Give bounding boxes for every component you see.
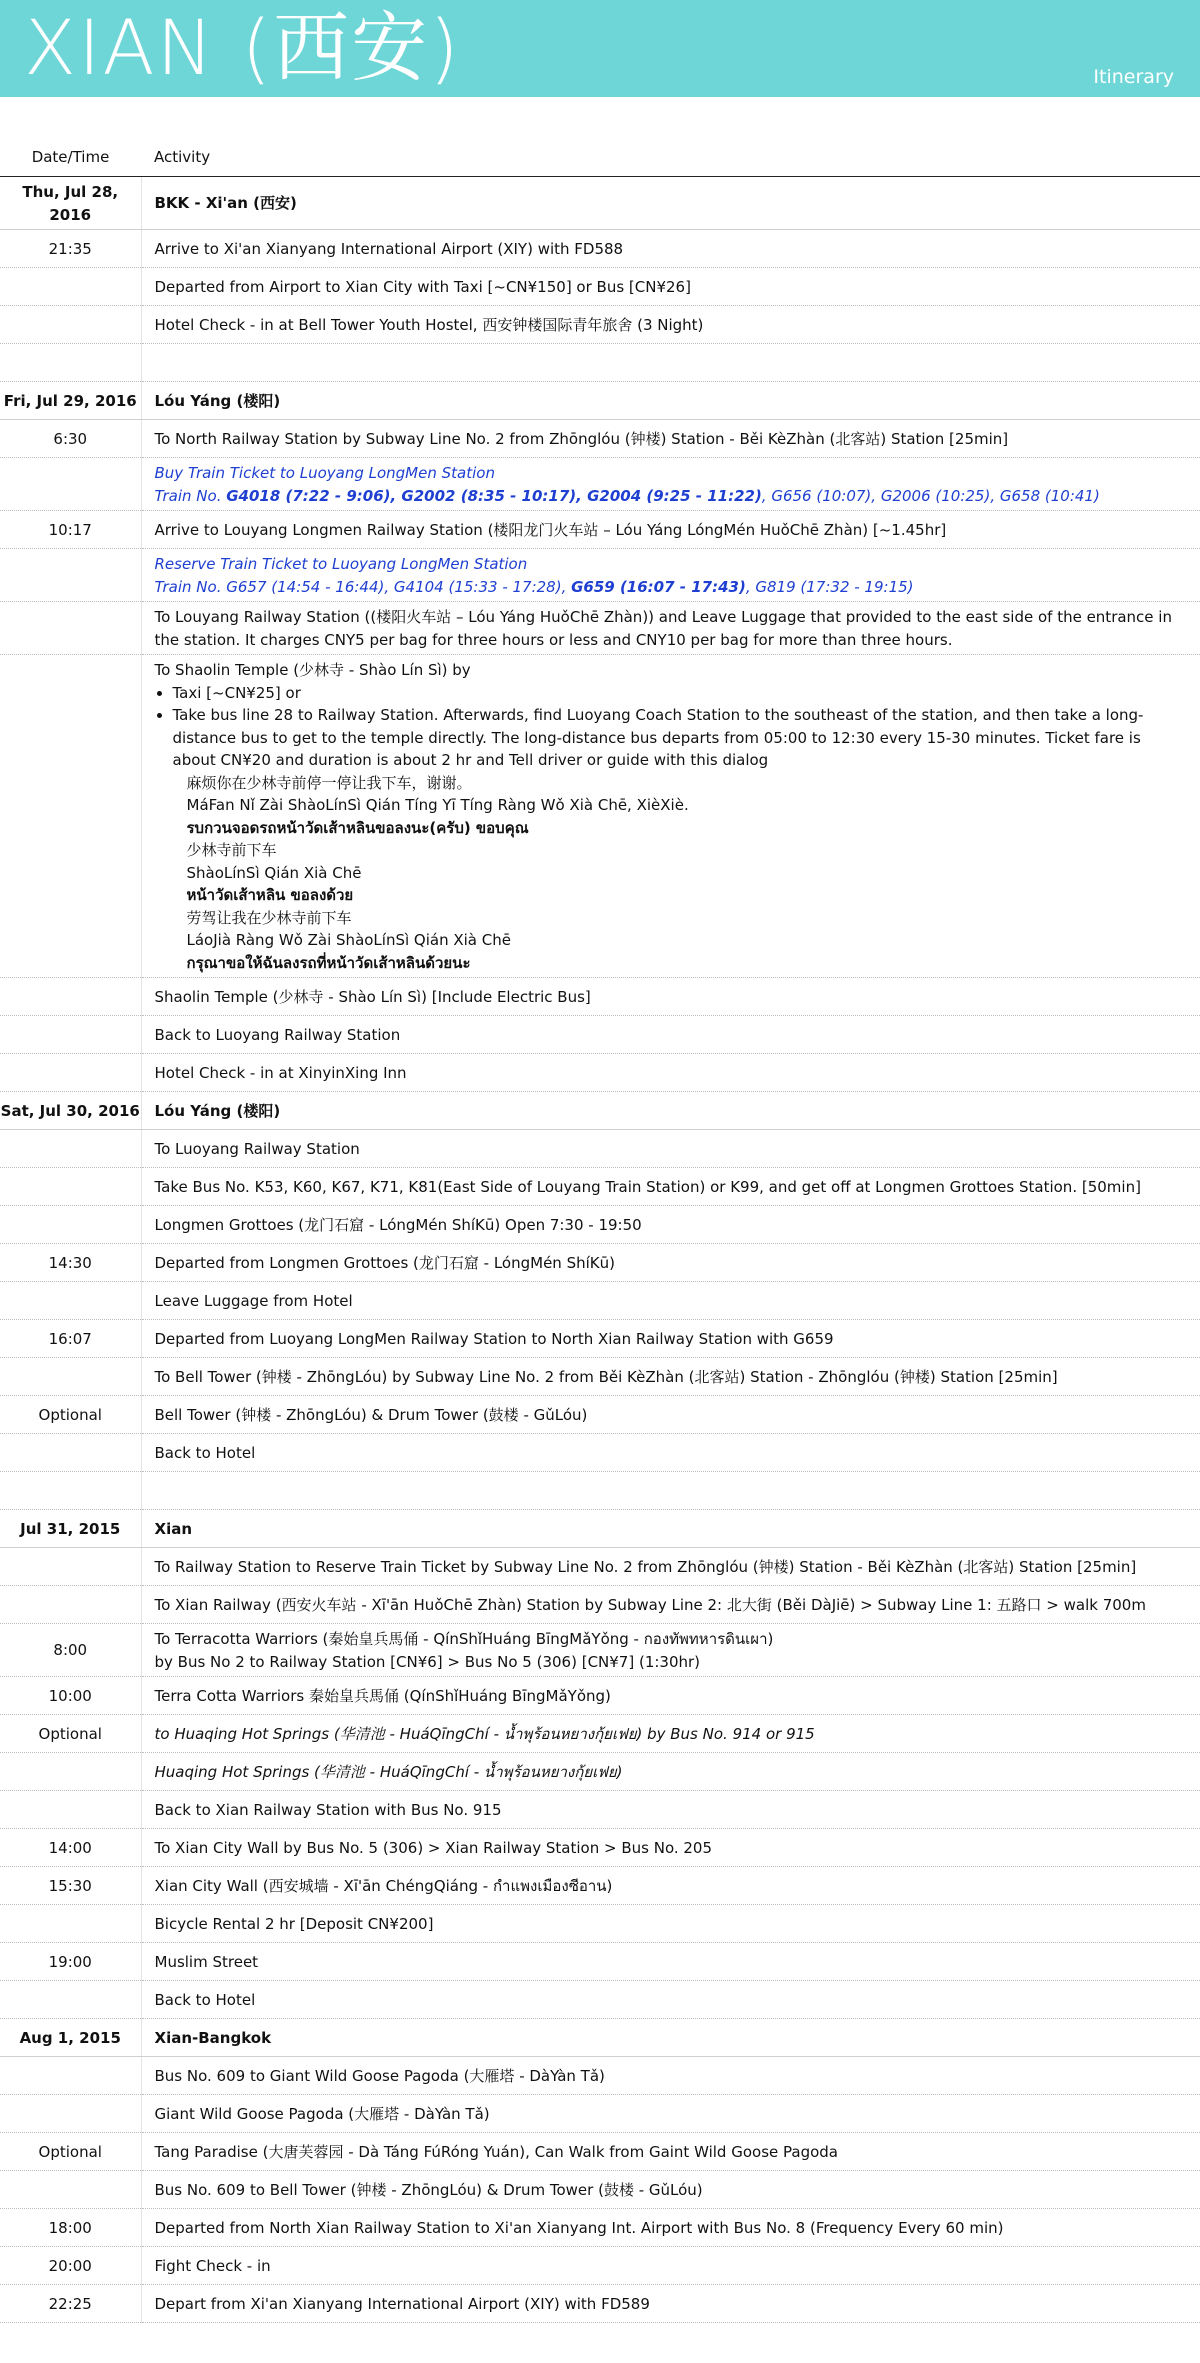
activity-text: To Railway Station to Reserve Train Ticket by Subway Line No. 2 from Zhōnglóu (钟楼) Station - Běi KèZhàn (北客站) Station [25min] [154,1557,1137,1576]
bullet-item: • Take bus line 28 to Railway Station. Afterwards, find Luoyang Coach Station to the southeast of the station, and then take a long-distance bus to get to the temple directly. The long-distance bus departs from 05:00 to 12:30 every 15-30 minutes. Ticket fare is about CN¥20 and duration is about 2 hr and Tell driver or guide with this dialog [173,704,1189,772]
day-header-row [0,1510,1200,1548]
row-time [0,1016,141,1054]
row-activity [141,2057,1200,2095]
ticket-title: Buy Train Ticket to Luoyang LongMen Station [154,464,495,482]
row-activity [141,1282,1200,1320]
row-time: 6:30 [0,420,141,458]
activity-text: Departed from Longmen Grottoes (龙门石窟 - LóngMén ShíKū) [154,1253,615,1272]
train-list-part: , G819 (17:32 - 19:15) [745,577,914,596]
row-time: 19:00 [0,1943,141,1981]
table-row [0,1054,1200,1092]
row-time [0,1548,141,1586]
train-list-part: Train No. G657 (14:54 - 16:44), G4104 (15:33 - 17:28), [154,577,572,596]
table-row [0,1016,1200,1054]
activity-text: Back to Hotel [154,1990,256,2009]
ticket-title: Reserve Train Ticket to Luoyang LongMen Station [154,555,528,573]
table-row [0,1548,1200,1586]
page-title: XIAN (西安) [24,3,461,92]
row-time [0,344,141,382]
table-row [0,1753,1200,1791]
header-activity: Activity [141,137,1200,177]
row-activity [141,306,1200,344]
dialog-line: รบกวนจอดรถหน้าวัดเส้าหลินขอลงนะ(ครับ) ขอบคุณ [186,818,529,837]
row-time: 18:00 [0,2209,141,2247]
activity-text: To Luoyang Railway Station [154,1139,360,1158]
day-header-row [0,2019,1200,2057]
table-row [0,1130,1200,1168]
row-activity [141,2247,1200,2285]
table-row [0,2133,1200,2171]
table-row [0,458,1200,511]
train-list-part: , G656 (10:07), G2006 (10:25), G658 (10:41) [761,486,1100,505]
table-row [0,1586,1200,1624]
activity-text: Fight Check - in [154,2256,271,2275]
row-time: 16:07 [0,1320,141,1358]
table-row [0,655,1200,978]
activity-text: BKK - Xi'an (西安) [154,194,297,213]
activity-text: Hotel Check - in at XinyinXing Inn [154,1063,407,1082]
table-row [0,230,1200,268]
activity-text: Shaolin Temple (少林寺 - Shào Lín Sì) [Include Electric Bus] [154,987,591,1006]
activity-text: Bicycle Rental 2 hr [Deposit CN¥200] [154,1914,434,1933]
row-time [0,1981,141,2019]
train-ticket-info [155,553,1189,598]
day-header-row [0,177,1200,230]
activity-text: Huaqing Hot Springs (华清池 - HuáQīngChí - น้ำพุร้อนหยางกุ้ยเฟย) [154,1762,623,1781]
row-activity [141,1829,1200,1867]
row-time [0,602,141,655]
table-row [0,420,1200,458]
table-row [0,1981,1200,2019]
table-row [0,1677,1200,1715]
row-time [0,655,141,978]
train-list [155,576,1189,599]
activity-line: by Bus No 2 to Railway Station [CN¥6] > Bus No 5 (306) [CN¥7] (1:30hr) [154,1652,701,1671]
itinerary-table [0,137,1200,2323]
activity-text: Arrive to Louyang Longmen Railway Station (楼阳龙门火车站 – Lóu Yáng LóngMén HuǒChē Zhàn) [~1.45hr] [154,520,947,539]
activity-text: Departed from Airport to Xian City with Taxi [~CN¥150] or Bus [CN¥26] [154,277,691,296]
table-row [0,268,1200,306]
row-activity [141,382,1200,420]
table-row [0,2171,1200,2209]
train-list-part: Train No. [154,486,227,505]
row-time [0,2057,141,2095]
row-time [0,1472,141,1510]
row-time [0,2095,141,2133]
dialog-line: 麻烦你在少林寺前停一停让我下车，谢谢。 [186,773,472,792]
train-ticket-info [155,462,1189,507]
row-activity [141,2095,1200,2133]
activity-text: Bus No. 609 to Bell Tower (钟楼 - ZhōngLóu) & Drum Tower (鼓楼 - GǔLóu) [154,2180,703,2199]
row-activity [141,1943,1200,1981]
activity-text: Tang Paradise (大唐芙蓉园 - Dà Táng FúRóng Yuán), Can Walk from Gaint Wild Goose Pagoda [154,2142,838,2161]
row-time: 22:25 [0,2285,141,2323]
activity-text: Depart from Xi'an Xianyang International Airport (XIY) with FD589 [154,2294,650,2313]
row-time [0,2171,141,2209]
row-time [0,978,141,1016]
row-time: Sat, Jul 30, 2016 [0,1092,141,1130]
dialog-line: MáFan Nǐ Zài ShàoLínSì Qián Tíng Yī Tíng Ràng Wǒ Xià Chē, XièXiè. [186,796,689,814]
row-time: 20:00 [0,2247,141,2285]
table-row [0,1168,1200,1206]
row-activity [141,1434,1200,1472]
table-row [0,306,1200,344]
row-activity [141,1472,1200,1510]
table-row [0,1320,1200,1358]
table-row [0,1358,1200,1396]
table-row [0,1472,1200,1510]
activity-text: Departed from North Xian Railway Station to Xi'an Xianyang Int. Airport with Bus No. 8 (Frequency Every 60 min) [154,2218,1004,2237]
row-activity [141,2209,1200,2247]
table-row [0,2057,1200,2095]
page-subtitle: Itinerary [1093,66,1174,88]
row-time: 8:00 [0,1624,141,1677]
activity-text: Giant Wild Goose Pagoda (大雁塔 - DàYàn Tǎ) [154,2104,490,2123]
activity-text: Departed from Luoyang LongMen Railway Station to North Xian Railway Station with G659 [154,1329,834,1348]
table-row [0,1905,1200,1943]
table-row [0,2247,1200,2285]
row-time [0,1905,141,1943]
row-time [0,1358,141,1396]
transport-options [155,682,1189,772]
table-row [0,1943,1200,1981]
row-activity [141,2019,1200,2057]
row-activity [141,2285,1200,2323]
row-activity [141,978,1200,1016]
table-row [0,1434,1200,1472]
table-row [0,1867,1200,1905]
row-activity [141,1016,1200,1054]
row-activity [141,1867,1200,1905]
table-row [0,1715,1200,1753]
table-row [0,1396,1200,1434]
activity-text: To Xian Railway (西安火车站 - Xī'ān HuǒChē Zhàn) Station by Subway Line 2: 北大街 (Běi DàJiē) > Subway Line 1: 五路口 > walk 700m [154,1595,1146,1614]
table-row [0,511,1200,549]
activity-text: Longmen Grottoes (龙门石窟 - LóngMén ShíKū) Open 7:30 - 19:50 [154,1215,642,1234]
row-activity [141,1092,1200,1130]
dialog-line: กรุณาขอให้ฉันลงรถที่หน้าวัดเส้าหลินด้วยนะ [186,953,471,972]
row-time: Jul 31, 2015 [0,1510,141,1548]
row-time: 10:17 [0,511,141,549]
activity-text: Back to Luoyang Railway Station [154,1025,401,1044]
row-activity [141,1677,1200,1715]
row-activity [141,2133,1200,2171]
row-activity [141,1396,1200,1434]
row-time: 14:00 [0,1829,141,1867]
activity-text: Lóu Yáng (楼阳) [154,1101,281,1120]
row-activity [141,177,1200,230]
activity-text: Muslim Street [154,1952,259,1971]
row-activity [141,2171,1200,2209]
row-time: Optional [0,2133,141,2171]
row-activity [141,1548,1200,1586]
row-activity [141,1586,1200,1624]
driver-dialog [155,772,1189,975]
activity-text: Bell Tower (钟楼 - ZhōngLóu) & Drum Tower (鼓楼 - GǔLóu) [154,1405,588,1424]
row-activity [141,344,1200,382]
row-time [0,268,141,306]
row-activity [141,1624,1200,1677]
table-row [0,1791,1200,1829]
row-time [0,306,141,344]
row-activity [141,230,1200,268]
row-time: Optional [0,1715,141,1753]
activity-text: To North Railway Station by Subway Line No. 2 from Zhōnglóu (钟楼) Station - Běi KèZhàn (北客站) Station [25min] [154,429,1009,448]
table-row [0,344,1200,382]
table-row [0,1206,1200,1244]
row-activity [141,549,1200,602]
table-row [0,2285,1200,2323]
day-header-row [0,382,1200,420]
row-time: 15:30 [0,1867,141,1905]
row-time [0,1054,141,1092]
header-banner [0,0,1200,97]
row-time: 21:35 [0,230,141,268]
dialog-line: LáoJià Ràng Wǒ Zài ShàoLínSì Qián Xià Chē [186,931,511,949]
row-activity [141,1168,1200,1206]
row-activity [141,1981,1200,2019]
row-activity [141,655,1200,978]
row-time: 10:00 [0,1677,141,1715]
train-list-highlight: G659 (16:07 - 17:43) [571,577,746,596]
row-activity [141,1130,1200,1168]
table-row [0,978,1200,1016]
activity-text: Leave Luggage from Hotel [154,1291,353,1310]
dialog-line: 劳驾让我在少林寺前下车 [186,908,352,927]
row-time: 14:30 [0,1244,141,1282]
activity-text: Arrive to Xi'an Xianyang International Airport (XIY) with FD588 [154,239,624,258]
row-time [0,1791,141,1829]
row-time: Fri, Jul 29, 2016 [0,382,141,420]
row-time: Optional [0,1396,141,1434]
activity-text: Hotel Check - in at Bell Tower Youth Hostel, 西安钟楼国际青年旅舍 (3 Night) [154,315,704,334]
row-activity [141,420,1200,458]
row-time [0,1130,141,1168]
row-activity [141,602,1200,655]
activity-text: Back to Hotel [154,1443,256,1462]
activity-text: Take Bus No. K53, K60, K67, K71, K81(East Side of Louyang Train Station) or K99, and get off at Longmen Grottoes Station. [50min] [154,1177,1141,1196]
activity-text: to Huaqing Hot Springs (华清池 - HuáQīngChí - น้ำพุร้อนหยางกุ้ยเฟย) by Bus No. 914 or 915 [154,1724,815,1743]
dialog-line: ShàoLínSì Qián Xià Chē [186,863,362,882]
row-time [0,1753,141,1791]
row-time: Thu, Jul 28, 2016 [0,177,141,230]
row-activity [141,1753,1200,1791]
row-activity [141,1358,1200,1396]
row-activity [141,1510,1200,1548]
table-row [0,549,1200,602]
activity-text: To Louyang Railway Station ((楼阳火车站 – Lóu Yáng HuǒChē Zhàn)) and Leave Luggage that provided to the east side of the entrance in the station. It charges CNY5 per bag for three hours or less and CNY10 per bag for more than three hours. [154,608,1172,649]
row-time [0,1586,141,1624]
row-time [0,458,141,511]
row-time [0,1206,141,1244]
activity-text: Terra Cotta Warriors 秦始皇兵馬俑 (QínShǐHuáng BīngMǎYǒng) [154,1686,611,1705]
row-activity [141,1791,1200,1829]
row-activity [141,511,1200,549]
row-time [0,1282,141,1320]
table-row [0,602,1200,655]
activity-line: To Shaolin Temple (少林寺 - Shào Lín Sì) by [154,661,471,679]
dialog-line: 少林寺前下车 [186,841,277,859]
activity-text: To Bell Tower (钟楼 - ZhōngLóu) by Subway Line No. 2 from Běi KèZhàn (北客站) Station - Zhōnglóu (钟楼) Station [25min] [154,1367,1058,1386]
row-activity [141,1715,1200,1753]
activity-text: Xian City Wall (西安城墙 - Xī'ān ChéngQiáng - กำแพงเมืองซีอาน) [154,1876,613,1895]
table-header-row [0,137,1200,177]
activity-text: Xian [154,1519,193,1538]
activity-line: To Terracotta Warriors (秦始皇兵馬俑 - QínShǐHuáng BīngMǎYǒng - กองทัพทหารดินเผา) [154,1630,774,1648]
row-activity [141,1905,1200,1943]
header-datetime: Date/Time [0,137,141,177]
table-row [0,2095,1200,2133]
bullet-item: • Taxi [~CN¥25] or [173,682,1189,705]
dialog-line: หน้าวัดเส้าหลิน ขอลงด้วย [186,886,354,904]
row-time [0,1434,141,1472]
row-activity [141,1320,1200,1358]
train-list [155,485,1189,508]
table-row [0,1244,1200,1282]
activity-text: Xian-Bangkok [154,2028,272,2047]
row-time [0,549,141,602]
row-time: Aug 1, 2015 [0,2019,141,2057]
day-header-row [0,1092,1200,1130]
table-row [0,2209,1200,2247]
row-activity [141,458,1200,511]
row-activity [141,1054,1200,1092]
train-list-highlight: G4018 (7:22 - 9:06), G2002 (8:35 - 10:17), G2004 (9:25 - 11:22) [226,486,762,505]
activity-text: Back to Xian Railway Station with Bus No. 915 [154,1800,502,1819]
row-time [0,1168,141,1206]
activity-text: Bus No. 609 to Giant Wild Goose Pagoda (大雁塔 - DàYàn Tǎ) [154,2066,605,2085]
table-row [0,1829,1200,1867]
activity-text: To Xian City Wall by Bus No. 5 (306) > Xian Railway Station > Bus No. 205 [154,1838,713,1857]
table-row [0,1624,1200,1677]
row-activity [141,268,1200,306]
table-row [0,1282,1200,1320]
row-activity [141,1206,1200,1244]
activity-text: Lóu Yáng (楼阳) [154,391,281,410]
row-activity [141,1244,1200,1282]
